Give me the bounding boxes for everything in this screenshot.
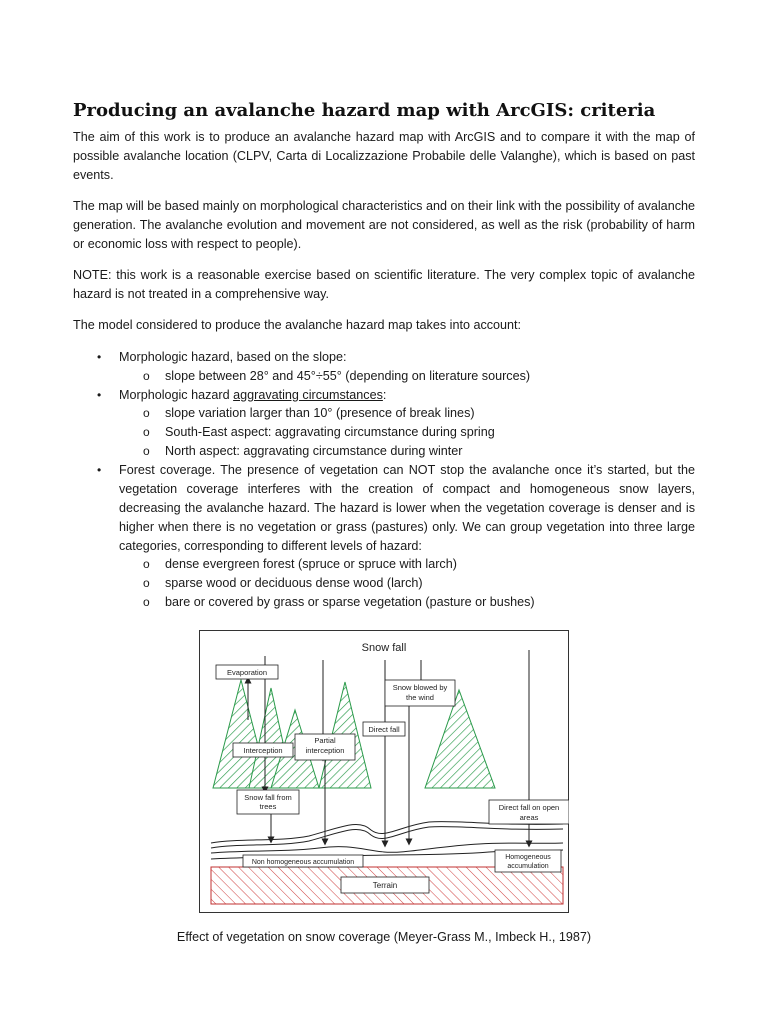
interception-label: Interception <box>243 746 283 755</box>
bullet-marker: • <box>97 463 102 477</box>
vegetation-snow-figure <box>199 630 569 913</box>
list-item <box>73 348 695 367</box>
homog-label-1: Homogeneous <box>505 854 551 861</box>
figure-caption: Effect of vegetation on snow coverage (Meyer-Grass M., Imbeck H., 1987) <box>176 930 592 944</box>
direct-fall-label: Direct fall <box>368 725 400 734</box>
list-item <box>73 386 695 405</box>
sub-bullet-marker: o <box>143 444 150 458</box>
sub-list-item <box>73 404 695 423</box>
sub-bullet-text: South-East aspect: aggravating circumstance during spring <box>165 425 495 439</box>
sub-bullet-text: sparse wood or deciduous dense wood (larch) <box>165 576 423 590</box>
direct-open-label-2: areas <box>519 813 539 822</box>
sub-bullet-text: slope variation larger than 10° (presence of break lines) <box>165 406 475 420</box>
sub-bullet-marker: o <box>143 406 150 420</box>
paragraph-map-basis: The map will be based mainly on morphological characteristics and on their link with the possibility of avalanche generation. The avalanche evolution and movement are not considered, as well as the risk (probability of harm or economic loss with respect to people). <box>73 199 695 251</box>
non-homog-label: Non homogeneous accumulation <box>251 859 355 866</box>
fall-trees-label-2: trees <box>259 802 277 811</box>
sub-list-item <box>73 593 695 612</box>
homog-label-2: accumulation <box>507 863 549 870</box>
partial-label-2: interception <box>305 746 345 755</box>
list-item <box>73 461 695 556</box>
sub-bullet-marker: o <box>143 557 150 571</box>
sub-bullet-marker: o <box>143 369 150 383</box>
evaporation-label: Evaporation <box>226 668 268 677</box>
sub-list-item <box>73 423 695 442</box>
bullet-marker: • <box>97 350 102 364</box>
snow-blowed-label-2: the wind <box>406 693 434 702</box>
direct-open-label-1: Direct fall on open <box>498 803 560 812</box>
sub-bullet-marker: o <box>143 595 150 609</box>
sub-bullet-text: slope between 28° and 45°÷55° (depending on literature sources) <box>165 369 531 383</box>
bullet-text <box>119 386 695 405</box>
fall-trees-label-1: Snow fall from <box>244 793 292 802</box>
paragraph-note: NOTE: this work is a reasonable exercise based on scientific literature. The very complex topic of avalanche hazard is not treated in a comprehensive way. <box>73 268 695 301</box>
paragraph-model-intro: The model considered to produce the avalanche hazard map takes into account: <box>73 318 522 332</box>
sub-list-item <box>73 367 695 386</box>
figure-diagram <box>199 630 569 913</box>
partial-label-1: Partial <box>314 736 336 745</box>
sub-bullet-marker: o <box>143 576 150 590</box>
sub-list-item <box>73 442 695 461</box>
bullet-text-pre: Morphologic hazard <box>119 388 234 402</box>
bullet-marker: • <box>97 388 102 402</box>
terrain-label: Terrain <box>372 881 398 890</box>
sub-list-item <box>73 555 695 574</box>
sub-bullet-text: dense evergreen forest (spruce or spruce with larch) <box>165 557 457 571</box>
sub-bullet-marker: o <box>143 425 150 439</box>
paragraph-aim: The aim of this work is to produce an avalanche hazard map with ArcGIS and to compare it with the map of possible avalanche location (CLPV, Carta di Localizzazione Probabile delle Valanghe), which is based on past events. <box>73 130 695 182</box>
bullet-text: Morphologic hazard, based on the slope: <box>119 350 347 364</box>
bullet-text: Forest coverage. The presence of vegetation can NOT stop the avalanche once it’s started, but the vegetation coverage interferes with the creation of compact and homogeneous snow layers, decreasing the avalanche hazard. The hazard is lower when the vegetation coverage is denser and is higher when there is no vegetation or grass (pastures) only. We can group vegetation into three large categories, corresponding to different levels of hazard: <box>119 463 695 553</box>
page-title: Producing an avalanche hazard map with ArcGIS: criteria <box>73 100 656 121</box>
bullet-text-underlined: aggravating circumstances <box>233 388 383 402</box>
snow-blowed-label-1: Snow blowed by <box>392 683 448 692</box>
sub-bullet-text: bare or covered by grass or sparse vegetation (pasture or bushes) <box>165 595 535 609</box>
sub-list-item <box>73 574 695 593</box>
figure-title: Snow fall <box>361 642 407 654</box>
bullet-text-post: : <box>382 388 387 402</box>
sub-bullet-text: North aspect: aggravating circumstance during winter <box>165 444 463 458</box>
